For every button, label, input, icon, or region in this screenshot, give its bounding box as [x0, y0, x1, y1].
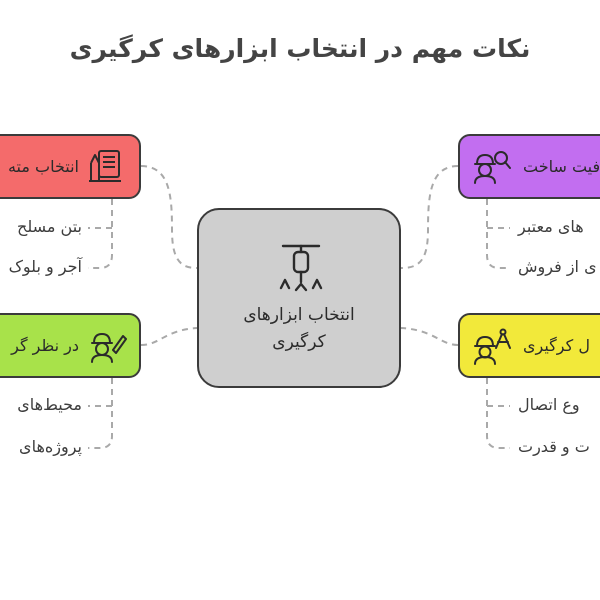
sub-item-consider-2: پروژه‌های	[19, 437, 82, 456]
sub-connector-drill-bit	[88, 199, 112, 268]
jackhammer-icon	[275, 238, 327, 294]
connector-drill-bit	[141, 166, 197, 268]
center-label	[199, 302, 399, 356]
branch-label-machine: ل کرگیری	[523, 336, 590, 355]
worker-search-icon	[472, 147, 512, 187]
sub-item-quality-2: ی از فروش	[518, 257, 597, 276]
branch-card-drill-bit	[0, 134, 141, 199]
documents-icon	[85, 147, 125, 187]
center-label-line1: انتخاب ابزارهای	[243, 305, 355, 325]
branch-card-consider	[0, 313, 141, 378]
connector-consider	[141, 328, 197, 345]
diagram-title: نکات مهم در انتخاب ابزارهای کرگیری	[69, 34, 531, 63]
branch-card-quality	[458, 134, 600, 199]
sub-item-drill-bit-2: آجر و بلوک	[8, 257, 82, 276]
connector-machine	[401, 328, 458, 345]
branch-label-quality: فیت ساخت	[523, 157, 600, 176]
sub-connector-quality	[487, 199, 510, 268]
sub-connector-machine	[487, 378, 510, 448]
branch-label-drill-bit: انتخاب مته	[7, 157, 79, 176]
sub-item-consider-1: محیط‌های	[17, 395, 82, 414]
sub-item-drill-bit-1: بتن مسلح	[16, 217, 82, 236]
center-node	[197, 208, 401, 388]
center-label-line2: کرگیری	[272, 332, 326, 352]
connector-quality	[401, 166, 458, 268]
branch-label-consider: در نظر گر	[11, 336, 79, 355]
worker-pencil-icon	[87, 326, 127, 366]
sub-item-quality-1: های معتبر	[518, 217, 584, 236]
branch-card-machine	[458, 313, 600, 378]
sub-connector-consider	[88, 378, 112, 448]
sub-item-machine-1: وع اتصال	[518, 395, 580, 414]
worker-compass-icon	[472, 326, 512, 366]
sub-item-machine-2: ت و قدرت	[518, 437, 590, 456]
